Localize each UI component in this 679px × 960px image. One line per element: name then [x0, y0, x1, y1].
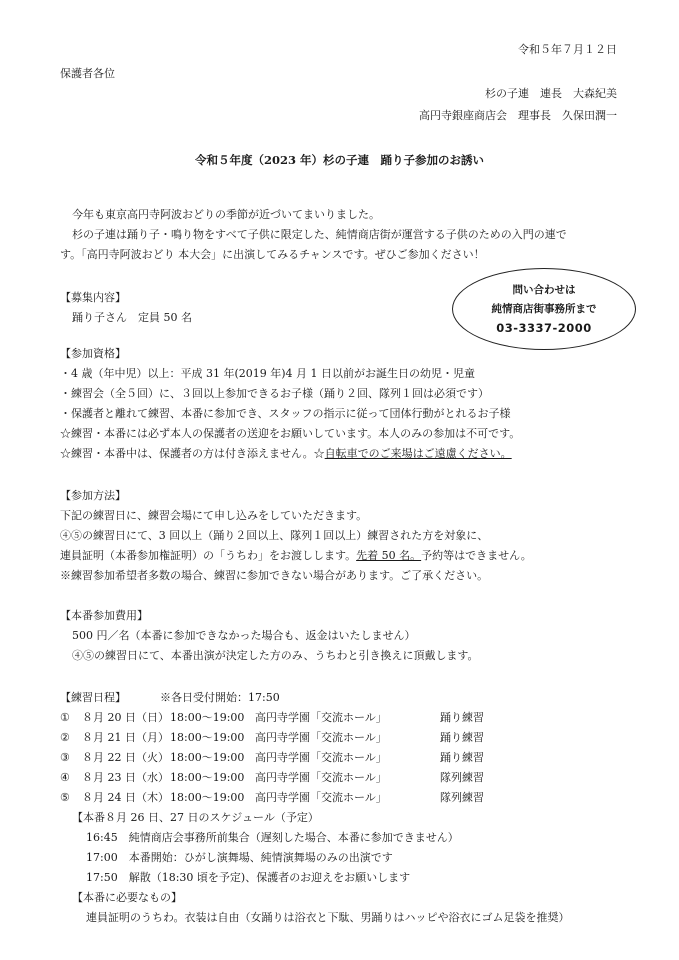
row-time: 18:00～19:00 — [170, 731, 245, 744]
intro-line-1: 今年も東京高円寺阿波おどりの季節が近づいてまいりました。 — [72, 208, 380, 221]
schedule-row — [0, 728, 679, 748]
row-number: ④ — [60, 771, 70, 784]
intro-line-2: 杉の子連は踊り子・鳴り物をすべて子供に限定した、純情商店街が運営する子供のための入門の連で — [72, 228, 567, 241]
performance-item: 17:00 本番開始：ひがし演舞場、純情演舞場のみの出演です — [86, 851, 393, 864]
row-place: 高円寺学園「交流ホール」 — [255, 711, 387, 724]
row-number: ③ — [60, 751, 70, 764]
row-number: ② — [60, 731, 70, 744]
method-line-4: ※練習参加希望者多数の場合、練習に参加できない場合があります。ご了承ください。 — [60, 569, 489, 582]
method-line-3-a: 連員証明（本番参加権証明）の「うちわ」をお渡しします。 — [60, 549, 357, 562]
row-time: 18:00～19:00 — [170, 771, 245, 784]
row-date: ８月 20 日（日） — [82, 711, 169, 724]
row-place: 高円寺学園「交流ホール」 — [255, 731, 387, 744]
sender-line-2: 高円寺銀座商店会 理事長 久保田潤一 — [419, 109, 617, 122]
method-line-3-b: 予約等はできません。 — [421, 549, 532, 562]
row-date: ８月 21 日（月） — [82, 731, 169, 744]
row-place: 高円寺学園「交流ホール」 — [255, 751, 387, 764]
row-place: 高円寺学園「交流ホール」 — [255, 791, 387, 804]
contact-line-1: 問い合わせは — [512, 284, 576, 296]
row-time: 18:00～19:00 — [170, 791, 245, 804]
intro-line-3: す。「高円寺阿波おどり 本大会」に出演してみるチャンスです。ぜひご参加ください！ — [60, 248, 485, 261]
eligibility-line-5 — [60, 444, 512, 464]
document-date: 令和５年７月１２日 — [518, 43, 617, 56]
page-title: 令和５年度（2023 年）杉の子連 踊り子参加のお誘い — [194, 153, 484, 167]
schedule-heading: 【練習日程】 — [60, 691, 126, 704]
fee-heading: 【本番参加費用】 — [60, 609, 148, 622]
eligibility-line-3: ・保護者と離れて練習、本番に参加でき、スタッフの指示に従って団体行動がとれるお子様 — [60, 407, 511, 420]
row-date: ８月 23 日（水） — [82, 771, 169, 784]
first-come-notice: 先着 50 名。 — [356, 549, 422, 562]
schedule-note: ※各日受付開始：17:50 — [160, 691, 280, 704]
eligibility-heading: 【参加資格】 — [60, 347, 126, 360]
row-type: 隊列練習 — [440, 791, 484, 804]
row-date: ８月 22 日（火） — [82, 751, 169, 764]
eligibility-line-4: ☆練習・本番には必ず本人の保護者の送迎をお願いしています。本人のみの参加は不可です。 — [60, 427, 521, 440]
schedule-row — [0, 768, 679, 788]
row-number: ⑤ — [60, 791, 70, 804]
sender-line-1: 杉の子連 連長 大森紀美 — [485, 87, 617, 100]
row-type: 踊り練習 — [440, 711, 484, 724]
row-place: 高円寺学園「交流ホール」 — [255, 771, 387, 784]
fee-line-2: ④⑤の練習日にて、本番出演が決定した方のみ、うちわと引き換えに頂戴します。 — [72, 649, 479, 662]
recruit-heading: 【募集内容】 — [60, 291, 126, 304]
bicycle-notice: 自転車でのご来場はご遠慮ください。 — [324, 447, 512, 460]
performance-heading: 【本番８月 26 日、27 日のスケジュール（予定） — [72, 811, 319, 824]
contact-bubble — [452, 268, 636, 350]
row-type: 踊り練習 — [440, 751, 484, 764]
contact-line-2: 純情商店街事務所まで — [491, 303, 597, 315]
schedule-row — [0, 788, 679, 808]
eligibility-line-2: ・練習会（全５回）に、３回以上参加できるお子様（踊り２回、隊列１回は必須です） — [60, 387, 489, 400]
method-heading: 【参加方法】 — [60, 489, 126, 502]
contact-phone: 03-3337-2000 — [496, 321, 592, 335]
required-items-heading: 【本番に必要なもの】 — [72, 891, 182, 904]
row-time: 18:00～19:00 — [170, 711, 245, 724]
performance-item: 17:50 解散（18:30 頃を予定)、保護者のお迎えをお願いします — [86, 871, 411, 884]
method-line-2: ④⑤の練習日にて、3 回以上（踊り２回以上、隊列１回以上）練習された方を対象に、 — [60, 529, 489, 542]
addressee: 保護者各位 — [60, 67, 115, 80]
row-type: 踊り練習 — [440, 731, 484, 744]
row-time: 18:00～19:00 — [170, 751, 245, 764]
schedule-row — [0, 748, 679, 768]
method-line-1: 下記の練習日に、練習会場にて申し込みをしていただきます。 — [60, 509, 368, 522]
required-items-body: 連員証明のうちわ。衣装は自由（女踊りは浴衣と下駄、男踊りはハッピや浴衣にゴム足袋を推奨） — [86, 911, 570, 924]
row-number: ① — [60, 711, 70, 724]
fee-line-1: 500 円／名（本番に参加できなかった場合も、返金はいたしません） — [72, 629, 416, 642]
method-line-3 — [60, 546, 532, 566]
row-date: ８月 24 日（木） — [82, 791, 169, 804]
row-type: 隊列練習 — [440, 771, 484, 784]
schedule-row — [0, 708, 679, 728]
eligibility-line-1: ・4 歳（年中児）以上：平成 31 年(2019 年)4 月 1 日以前がお誕生日の幼児・児童 — [60, 367, 476, 380]
recruit-body: 踊り子さん 定員 50 名 — [72, 311, 192, 324]
eligibility-line-5-prefix: ☆練習・本番中は、保護者の方は付き添えません。☆ — [60, 447, 325, 460]
performance-item: 16:45 純情商店会事務所前集合（遅刻した場合、本番に参加できません） — [86, 831, 459, 844]
